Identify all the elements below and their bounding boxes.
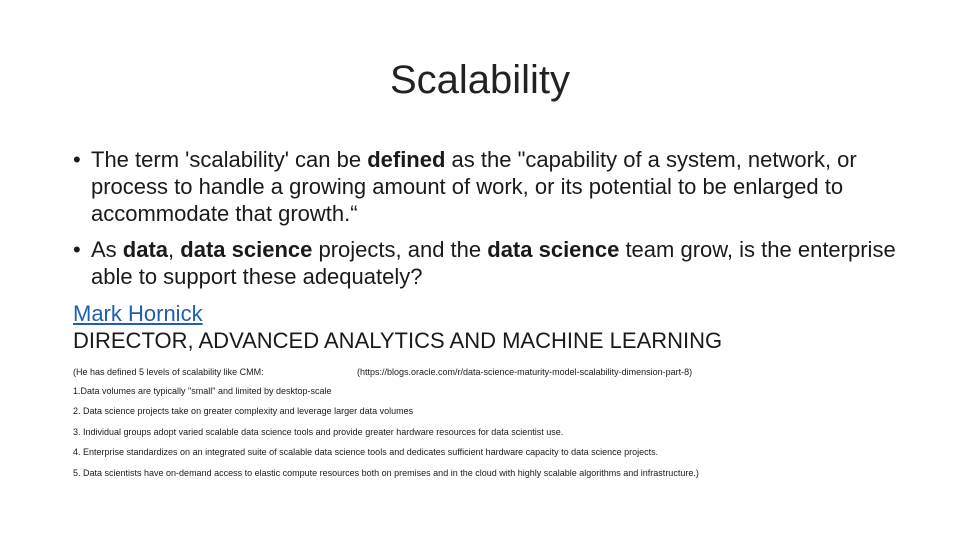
bullet-text-segment: as the "capability of a system, network, or process to handle a growing amount of work, or its potential to be enlarged to accommodate that growth.“ <box>91 147 857 226</box>
author-name-link[interactable]: Mark Hornick <box>73 301 203 326</box>
bullet-item <box>73 146 913 227</box>
bullet-text-segment-bold: data science <box>487 237 620 262</box>
levels-intro <box>73 366 693 378</box>
bullet-text-segment: projects, and the <box>312 237 488 262</box>
levels-intro-text: (He has defined 5 levels of scalability like CMM: <box>73 367 264 377</box>
source-url: (https://blogs.oracle.com/r/data-science-maturity-model-scalability-dimension-part-8) <box>357 367 693 377</box>
bullet-text-segment-bold: data science <box>180 237 313 262</box>
author-block <box>73 300 722 354</box>
bullet-text-segment: The term 'scalability' can be <box>91 147 368 172</box>
slide-title: Scalability <box>389 58 571 102</box>
bullet-item <box>73 236 913 290</box>
bullet-text-segment: As <box>91 237 123 262</box>
level-item: 4. Enterprise standardizes on an integrated suite of scalable data science tools and dedicates sufficient hardware capacity to data science projects. <box>73 447 659 457</box>
bullet-text-segment: team grow, is the enterprise able to support these adequately? <box>91 237 896 289</box>
bullet-list <box>73 146 913 299</box>
bullet-text-segment: , <box>168 237 181 262</box>
bullet-icon: • <box>73 147 81 172</box>
author-role: DIRECTOR, ADVANCED ANALYTICS AND MACHINE LEARNING <box>73 328 723 353</box>
bullet-icon: • <box>73 237 81 262</box>
level-item: 5. Data scientists have on-demand access to elastic compute resources both on premises and in the cloud with highly scalable algorithms and infrastructure.) <box>73 468 699 478</box>
bullet-text-segment-bold: defined <box>367 147 446 172</box>
bullet-text-segment-bold: data <box>122 237 169 262</box>
level-item: 2. Data science projects take on greater complexity and leverage larger data volumes <box>73 406 414 416</box>
level-item: 3. Individual groups adopt varied scalable data science tools and provide greater hardware resources for data scientist use. <box>73 427 564 437</box>
level-item: 1.Data volumes are typically "small" and limited by desktop-scale <box>73 386 332 396</box>
